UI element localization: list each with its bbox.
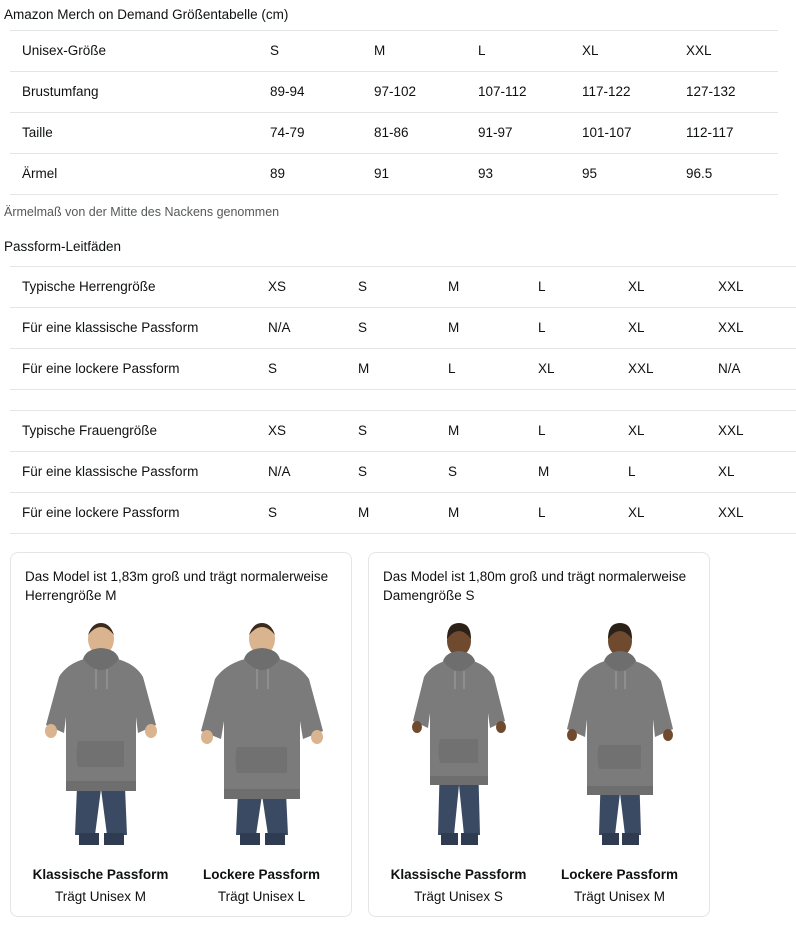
figure-title: Klassische Passform xyxy=(390,867,527,882)
figure-title: Klassische Passform xyxy=(32,867,169,882)
mens-fit-table xyxy=(10,266,796,390)
cell: M xyxy=(436,267,526,308)
cell: S xyxy=(258,31,362,72)
cell: M xyxy=(436,411,526,452)
page-title: Amazon Merch on Demand Größentabelle (cm) xyxy=(4,7,289,22)
row-label: Für eine klassische Passform xyxy=(10,308,256,349)
row-label: Typische Herrengröße xyxy=(10,267,256,308)
cell: L xyxy=(616,452,706,493)
cell: N/A xyxy=(706,349,796,390)
cell: L xyxy=(526,411,616,452)
cell: L xyxy=(526,267,616,308)
unisex-size-table xyxy=(10,30,778,195)
female-classic-fit-illustration xyxy=(384,613,534,858)
row-label: Typische Frauengröße xyxy=(10,411,256,452)
cell: N/A xyxy=(256,452,346,493)
row-label: Für eine klassische Passform xyxy=(10,452,256,493)
row-label: Für eine lockere Passform xyxy=(10,493,256,534)
cell: L xyxy=(436,349,526,390)
cell: XXL xyxy=(674,31,778,72)
cell: M xyxy=(346,493,436,534)
cell: XXL xyxy=(706,493,796,534)
figure-row xyxy=(383,613,695,906)
cell: XXL xyxy=(706,267,796,308)
cell: XL xyxy=(616,493,706,534)
cell: 93 xyxy=(466,154,570,195)
cell: XL xyxy=(706,452,796,493)
cell: 127-132 xyxy=(674,72,778,113)
cell: N/A xyxy=(256,308,346,349)
cell: XXL xyxy=(706,308,796,349)
figure-loose-fit-women xyxy=(544,613,695,906)
cell: 74-79 xyxy=(258,113,362,154)
row-label: Ärmel xyxy=(10,154,258,195)
cell: S xyxy=(346,267,436,308)
table-row xyxy=(10,113,778,154)
model-card-men xyxy=(10,552,352,917)
cell: XL xyxy=(570,31,674,72)
cell: S xyxy=(256,493,346,534)
table-row xyxy=(10,72,778,113)
cell: M xyxy=(362,31,466,72)
cell: 107-112 xyxy=(466,72,570,113)
cell: 112-117 xyxy=(674,113,778,154)
male-loose-fit-illustration xyxy=(187,613,337,858)
figure-subtitle: Trägt Unisex S xyxy=(414,889,503,904)
womens-fit-table xyxy=(10,410,796,534)
cell: L xyxy=(526,493,616,534)
cell: 89 xyxy=(258,154,362,195)
cell: 101-107 xyxy=(570,113,674,154)
table-row xyxy=(10,493,796,534)
table-row xyxy=(10,349,796,390)
male-classic-fit-illustration xyxy=(26,613,176,858)
figure-subtitle: Trägt Unisex M xyxy=(54,889,147,904)
model-caption: Das Model ist 1,80m groß und trägt normalerweise Damengröße S xyxy=(383,569,687,603)
cell: 96.5 xyxy=(674,154,778,195)
cell: S xyxy=(346,452,436,493)
cell: L xyxy=(526,308,616,349)
cell: S xyxy=(256,349,346,390)
cell: 81-86 xyxy=(362,113,466,154)
cell: 117-122 xyxy=(570,72,674,113)
cell: XS xyxy=(256,411,346,452)
table-row xyxy=(10,308,796,349)
figure-row xyxy=(25,613,337,906)
figure-subtitle: Trägt Unisex M xyxy=(573,889,666,904)
model-card-women xyxy=(368,552,710,917)
figure-subtitle: Trägt Unisex L xyxy=(217,889,306,904)
measurement-note: Ärmelmaß von der Mitte des Nackens genommen xyxy=(4,205,280,219)
figure-title: Lockere Passform xyxy=(560,867,679,882)
cell: XS xyxy=(256,267,346,308)
cell: L xyxy=(466,31,570,72)
cell: 97-102 xyxy=(362,72,466,113)
figure-classic-fit-women xyxy=(383,613,534,906)
cell: S xyxy=(346,308,436,349)
figure-classic-fit-men xyxy=(25,613,176,906)
row-label: Brustumfang xyxy=(10,72,258,113)
fit-guides-title: Passform-Leitfäden xyxy=(4,239,122,254)
cell: XXL xyxy=(706,411,796,452)
cell: M xyxy=(436,308,526,349)
cell: S xyxy=(346,411,436,452)
cell: M xyxy=(436,493,526,534)
cell: XL xyxy=(616,267,706,308)
cell: XL xyxy=(616,411,706,452)
female-loose-fit-illustration xyxy=(545,613,695,858)
row-label: Für eine lockere Passform xyxy=(10,349,256,390)
cell: 95 xyxy=(570,154,674,195)
cell: XXL xyxy=(616,349,706,390)
cell: XL xyxy=(616,308,706,349)
table-row xyxy=(10,267,796,308)
table-row xyxy=(10,154,778,195)
figure-loose-fit-men xyxy=(186,613,337,906)
figure-title: Lockere Passform xyxy=(202,867,321,882)
cell: M xyxy=(346,349,436,390)
cell: S xyxy=(436,452,526,493)
model-cards xyxy=(10,552,710,917)
cell: 91 xyxy=(362,154,466,195)
table-row xyxy=(10,411,796,452)
cell: 91-97 xyxy=(466,113,570,154)
table-gap xyxy=(0,390,720,410)
row-label: Taille xyxy=(10,113,258,154)
table-row xyxy=(10,452,796,493)
table-row xyxy=(10,31,778,72)
row-label: Unisex-Größe xyxy=(10,31,258,72)
cell: M xyxy=(526,452,616,493)
model-caption: Das Model ist 1,83m groß und trägt normalerweise Herrengröße M xyxy=(25,569,329,603)
cell: XL xyxy=(526,349,616,390)
cell: 89-94 xyxy=(258,72,362,113)
